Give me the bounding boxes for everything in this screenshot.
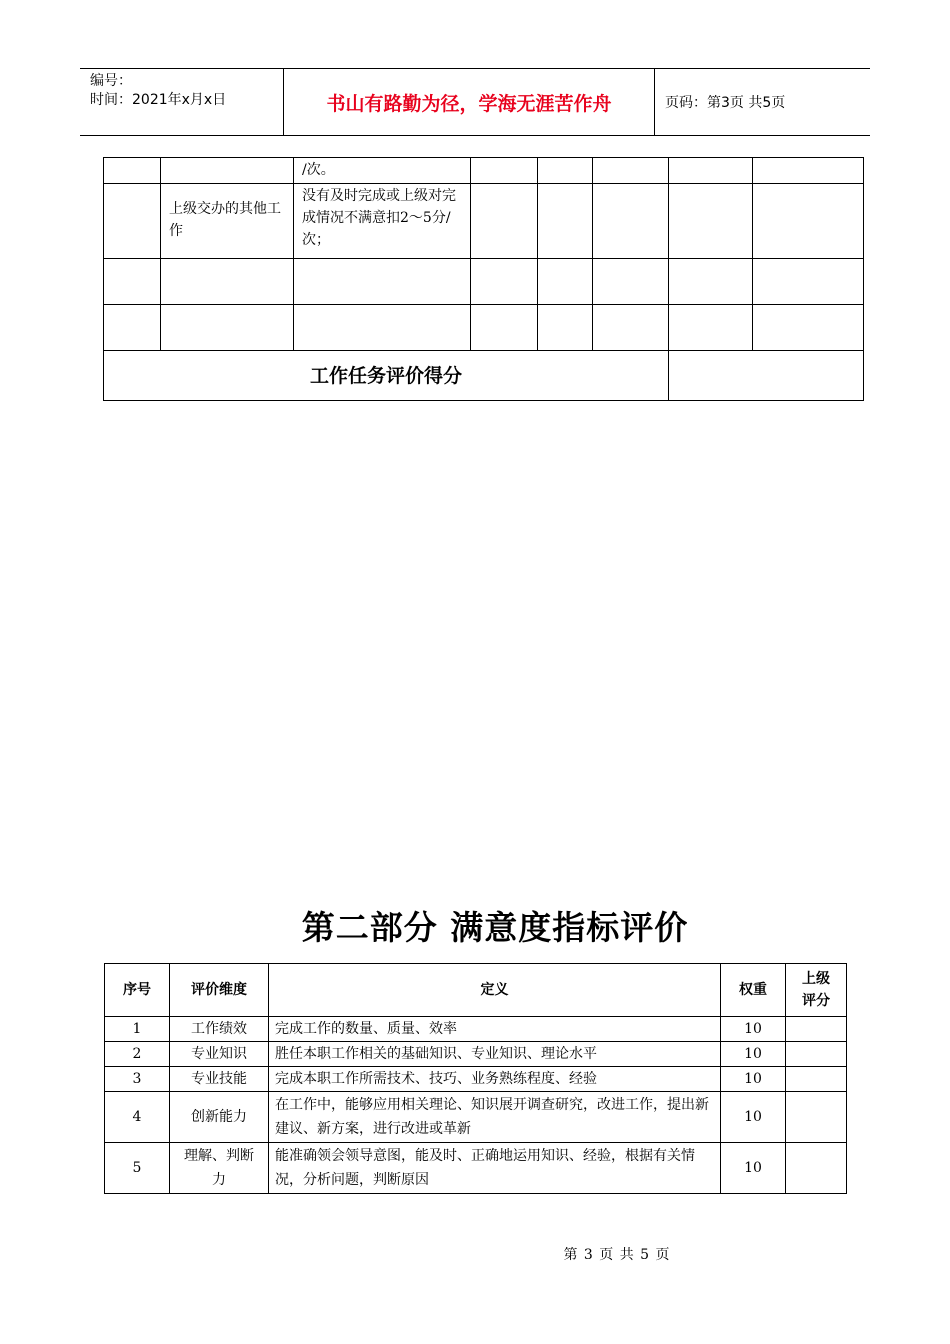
task-score-label: 工作任务评价得分 bbox=[104, 351, 669, 401]
table-row bbox=[104, 184, 864, 259]
header-dimension: 评价维度 bbox=[170, 964, 269, 1017]
header-score: 上级评分 bbox=[786, 964, 847, 1017]
header-no: 序号 bbox=[105, 964, 170, 1017]
table-row: 5 理解、判断力 能准确领会领导意图，能及时、正确地运用知识、经验，根据有关情况，分析问题，判断原因 10 bbox=[105, 1143, 847, 1194]
table-row bbox=[104, 259, 864, 305]
header-slogan: 书山有路勤为径，学海无涯苦作舟 bbox=[283, 69, 655, 135]
table-row: 1 工作绩效 完成工作的数量、质量、效率 10 bbox=[105, 1017, 847, 1042]
task-score-value[interactable] bbox=[669, 351, 864, 401]
standard-cell: 没有及时完成或上级对完成情况不满意扣2～5分/次； bbox=[294, 184, 471, 259]
document-number-label: 编号： bbox=[90, 73, 132, 89]
supervisor-score-cell[interactable] bbox=[786, 1042, 847, 1067]
supervisor-score-cell[interactable] bbox=[786, 1092, 847, 1143]
satisfaction-table bbox=[104, 963, 847, 1194]
header-page-indicator: 页码：第3页 共5页 bbox=[665, 95, 786, 111]
document-time-label: 时间：2021年x月x日 bbox=[90, 92, 227, 108]
page-footer: 第 3 页 共 5 页 bbox=[563, 1247, 671, 1263]
task-score-row bbox=[104, 351, 864, 401]
supervisor-score-cell[interactable] bbox=[786, 1017, 847, 1042]
table-row bbox=[104, 158, 864, 184]
table-row: 3 专业技能 完成本职工作所需技术、技巧、业务熟练程度、经验 10 bbox=[105, 1067, 847, 1092]
table-row bbox=[104, 305, 864, 351]
header-meta bbox=[80, 69, 283, 135]
page-header bbox=[80, 68, 870, 136]
supervisor-score-cell[interactable] bbox=[786, 1143, 847, 1194]
supervisor-score-cell[interactable] bbox=[786, 1067, 847, 1092]
section-title: 第二部分 满意度指标评价 bbox=[301, 908, 689, 947]
table-row: 4 创新能力 在工作中，能够应用相关理论、知识展开调查研究，改进工作，提出新建议、新方案，进行改进或革新 10 bbox=[105, 1092, 847, 1143]
table-header-row bbox=[105, 964, 847, 1017]
standard-cell: /次。 bbox=[294, 158, 471, 184]
header-definition: 定义 bbox=[269, 964, 721, 1017]
task-item-cell: 上级交办的其他工作 bbox=[161, 184, 294, 259]
task-evaluation-table bbox=[103, 157, 864, 401]
table-row: 2 专业知识 胜任本职工作相关的基础知识、专业知识、理论水平 10 bbox=[105, 1042, 847, 1067]
header-weight: 权重 bbox=[721, 964, 786, 1017]
